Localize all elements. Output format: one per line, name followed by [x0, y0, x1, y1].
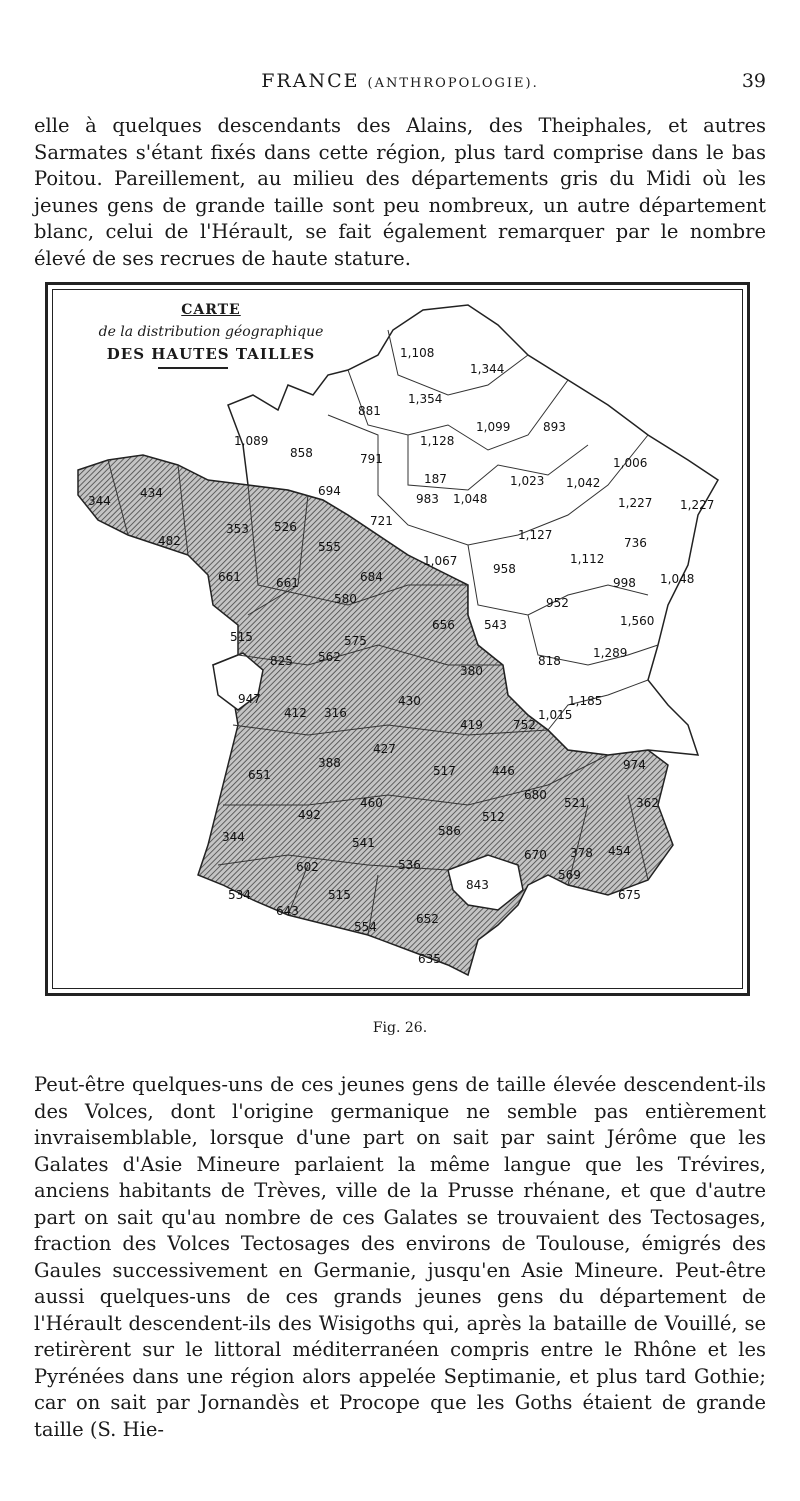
- svg-text:388: 388: [318, 756, 341, 770]
- intro-text: elle à quelques descendants des Alains, des Theiphales, et autres Sarmates s'étant fixés dans cette région, plus tard comprise dans le bas Poitou. Pareillement, au milieu des départements gris du Midi où les jeunes gens de grande taille sont peu nombreux, un autre département blanc, celui de l'Hérault, se fait également remarquer par le nombre élevé de ses recrues de haute stature.: [34, 114, 766, 270]
- svg-text:893: 893: [543, 420, 566, 434]
- map-figure: [45, 282, 750, 996]
- figure-caption: Fig. 26.: [372, 1020, 428, 1036]
- svg-text:555: 555: [318, 540, 341, 554]
- svg-text:1,089: 1,089: [234, 434, 269, 448]
- svg-text:670: 670: [524, 848, 547, 862]
- svg-text:1,344: 1,344: [470, 362, 505, 376]
- svg-text:974: 974: [623, 758, 646, 772]
- svg-text:858: 858: [290, 446, 313, 460]
- svg-text:187: 187: [424, 472, 447, 486]
- svg-text:1,354: 1,354: [408, 392, 443, 406]
- svg-text:515: 515: [230, 630, 253, 644]
- svg-text:1,227: 1,227: [618, 496, 653, 510]
- svg-text:694: 694: [318, 484, 341, 498]
- svg-text:1,289: 1,289: [593, 646, 628, 660]
- svg-text:843: 843: [466, 878, 489, 892]
- svg-text:958: 958: [493, 562, 516, 576]
- svg-text:526: 526: [274, 520, 297, 534]
- map-title-line1: CARTE: [181, 302, 241, 318]
- svg-text:378: 378: [570, 846, 593, 860]
- svg-text:362: 362: [636, 796, 659, 810]
- svg-text:427: 427: [373, 742, 396, 756]
- svg-text:541: 541: [352, 836, 375, 850]
- svg-text:482: 482: [158, 534, 181, 548]
- svg-text:562: 562: [318, 650, 341, 664]
- running-title: [34, 70, 766, 92]
- svg-text:380: 380: [460, 664, 483, 678]
- svg-text:721: 721: [370, 514, 393, 528]
- svg-text:515: 515: [328, 888, 351, 902]
- svg-text:656: 656: [432, 618, 455, 632]
- svg-text:1,006: 1,006: [613, 456, 648, 470]
- svg-text:643: 643: [276, 904, 299, 918]
- body-paragraph: [34, 1072, 766, 1443]
- intro-paragraph: [34, 113, 766, 272]
- header-title: FRANCE: [261, 70, 360, 92]
- svg-text:825: 825: [270, 654, 293, 668]
- svg-text:602: 602: [296, 860, 319, 874]
- svg-text:1,023: 1,023: [510, 474, 545, 488]
- svg-text:752: 752: [513, 718, 536, 732]
- svg-text:998: 998: [613, 576, 636, 590]
- svg-text:736: 736: [624, 536, 647, 550]
- map-title: [66, 299, 356, 369]
- svg-text:881: 881: [358, 404, 381, 418]
- svg-text:675: 675: [618, 888, 641, 902]
- svg-text:344: 344: [88, 494, 111, 508]
- map-title-line3: DES HAUTES TAILLES: [106, 345, 316, 363]
- svg-text:1,042: 1,042: [566, 476, 601, 490]
- svg-text:1,048: 1,048: [660, 572, 695, 586]
- svg-text:492: 492: [298, 808, 321, 822]
- svg-text:512: 512: [482, 810, 505, 824]
- header-subtitle: (ANTHROPOLOGIE).: [367, 76, 539, 91]
- svg-text:536: 536: [398, 858, 421, 872]
- body-text: Peut-être quelques-uns de ces jeunes gens de taille élevée descendent-ils des Volces, dont l'origine germanique ne semble pas entièrement invraisemblable, lorsque d'une part on sait par saint Jérôme que les Galates d'Asie Mineure parlaient la même langue que les Trévires, anciens habitants de Trèves, ville de la Prusse rhénane, et que d'autre part on sait qu'au nombre de ces Galates se trouvaient des Tectosages, fraction des Volces Tectosages des environs de Toulouse, émigrés des Gaules successivement en Germanie, jusqu'en Asie Mineure. Peut-être aussi quelques-uns de ces grands jeunes gens du département de l'Hérault descendent-ils des Wisigoths qui, après la bataille de Vouillé, se retirèrent sur le littoral méditerranéen compris entre le Rhône et les Pyrénées dans une région alors appelée Septimanie, et plus tard Gothie; car on sait par Jornandès et Procope que les Goths étaient de grande taille (S. Hie-: [34, 1073, 766, 1441]
- title-underline: [158, 367, 228, 369]
- svg-text:353: 353: [226, 522, 249, 536]
- svg-text:680: 680: [524, 788, 547, 802]
- svg-text:947: 947: [238, 692, 261, 706]
- svg-text:1,127: 1,127: [518, 528, 553, 542]
- svg-text:419: 419: [460, 718, 483, 732]
- svg-text:554: 554: [354, 920, 377, 934]
- svg-text:575: 575: [344, 634, 367, 648]
- svg-text:661: 661: [276, 576, 299, 590]
- svg-text:1,227: 1,227: [680, 498, 715, 512]
- svg-text:1,185: 1,185: [568, 694, 603, 708]
- svg-text:1,048: 1,048: [453, 492, 488, 506]
- svg-text:1,099: 1,099: [476, 420, 511, 434]
- svg-text:1,067: 1,067: [423, 554, 458, 568]
- page-number: 39: [741, 70, 766, 92]
- running-header: [34, 70, 766, 102]
- svg-text:684: 684: [360, 570, 383, 584]
- france-map: [48, 285, 747, 993]
- svg-text:635: 635: [418, 952, 441, 966]
- svg-text:446: 446: [492, 764, 515, 778]
- svg-text:521: 521: [564, 796, 587, 810]
- svg-text:1,108: 1,108: [400, 346, 435, 360]
- svg-text:412: 412: [284, 706, 307, 720]
- svg-text:1,560: 1,560: [620, 614, 655, 628]
- svg-text:534: 534: [228, 888, 251, 902]
- map-title-line2: de la distribution géographique: [98, 324, 324, 340]
- svg-text:791: 791: [360, 452, 383, 466]
- svg-text:652: 652: [416, 912, 439, 926]
- svg-text:517: 517: [433, 764, 456, 778]
- svg-text:580: 580: [334, 592, 357, 606]
- svg-text:1,112: 1,112: [570, 552, 605, 566]
- svg-text:1,015: 1,015: [538, 708, 573, 722]
- svg-text:818: 818: [538, 654, 561, 668]
- svg-text:344: 344: [222, 830, 245, 844]
- svg-text:661: 661: [218, 570, 241, 584]
- svg-text:454: 454: [608, 844, 631, 858]
- svg-text:430: 430: [398, 694, 421, 708]
- svg-text:460: 460: [360, 796, 383, 810]
- svg-text:316: 316: [324, 706, 347, 720]
- svg-text:434: 434: [140, 486, 163, 500]
- svg-text:569: 569: [558, 868, 581, 882]
- svg-text:543: 543: [484, 618, 507, 632]
- svg-text:651: 651: [248, 768, 271, 782]
- svg-text:1,128: 1,128: [420, 434, 455, 448]
- svg-text:586: 586: [438, 824, 461, 838]
- svg-text:952: 952: [546, 596, 569, 610]
- svg-text:983: 983: [416, 492, 439, 506]
